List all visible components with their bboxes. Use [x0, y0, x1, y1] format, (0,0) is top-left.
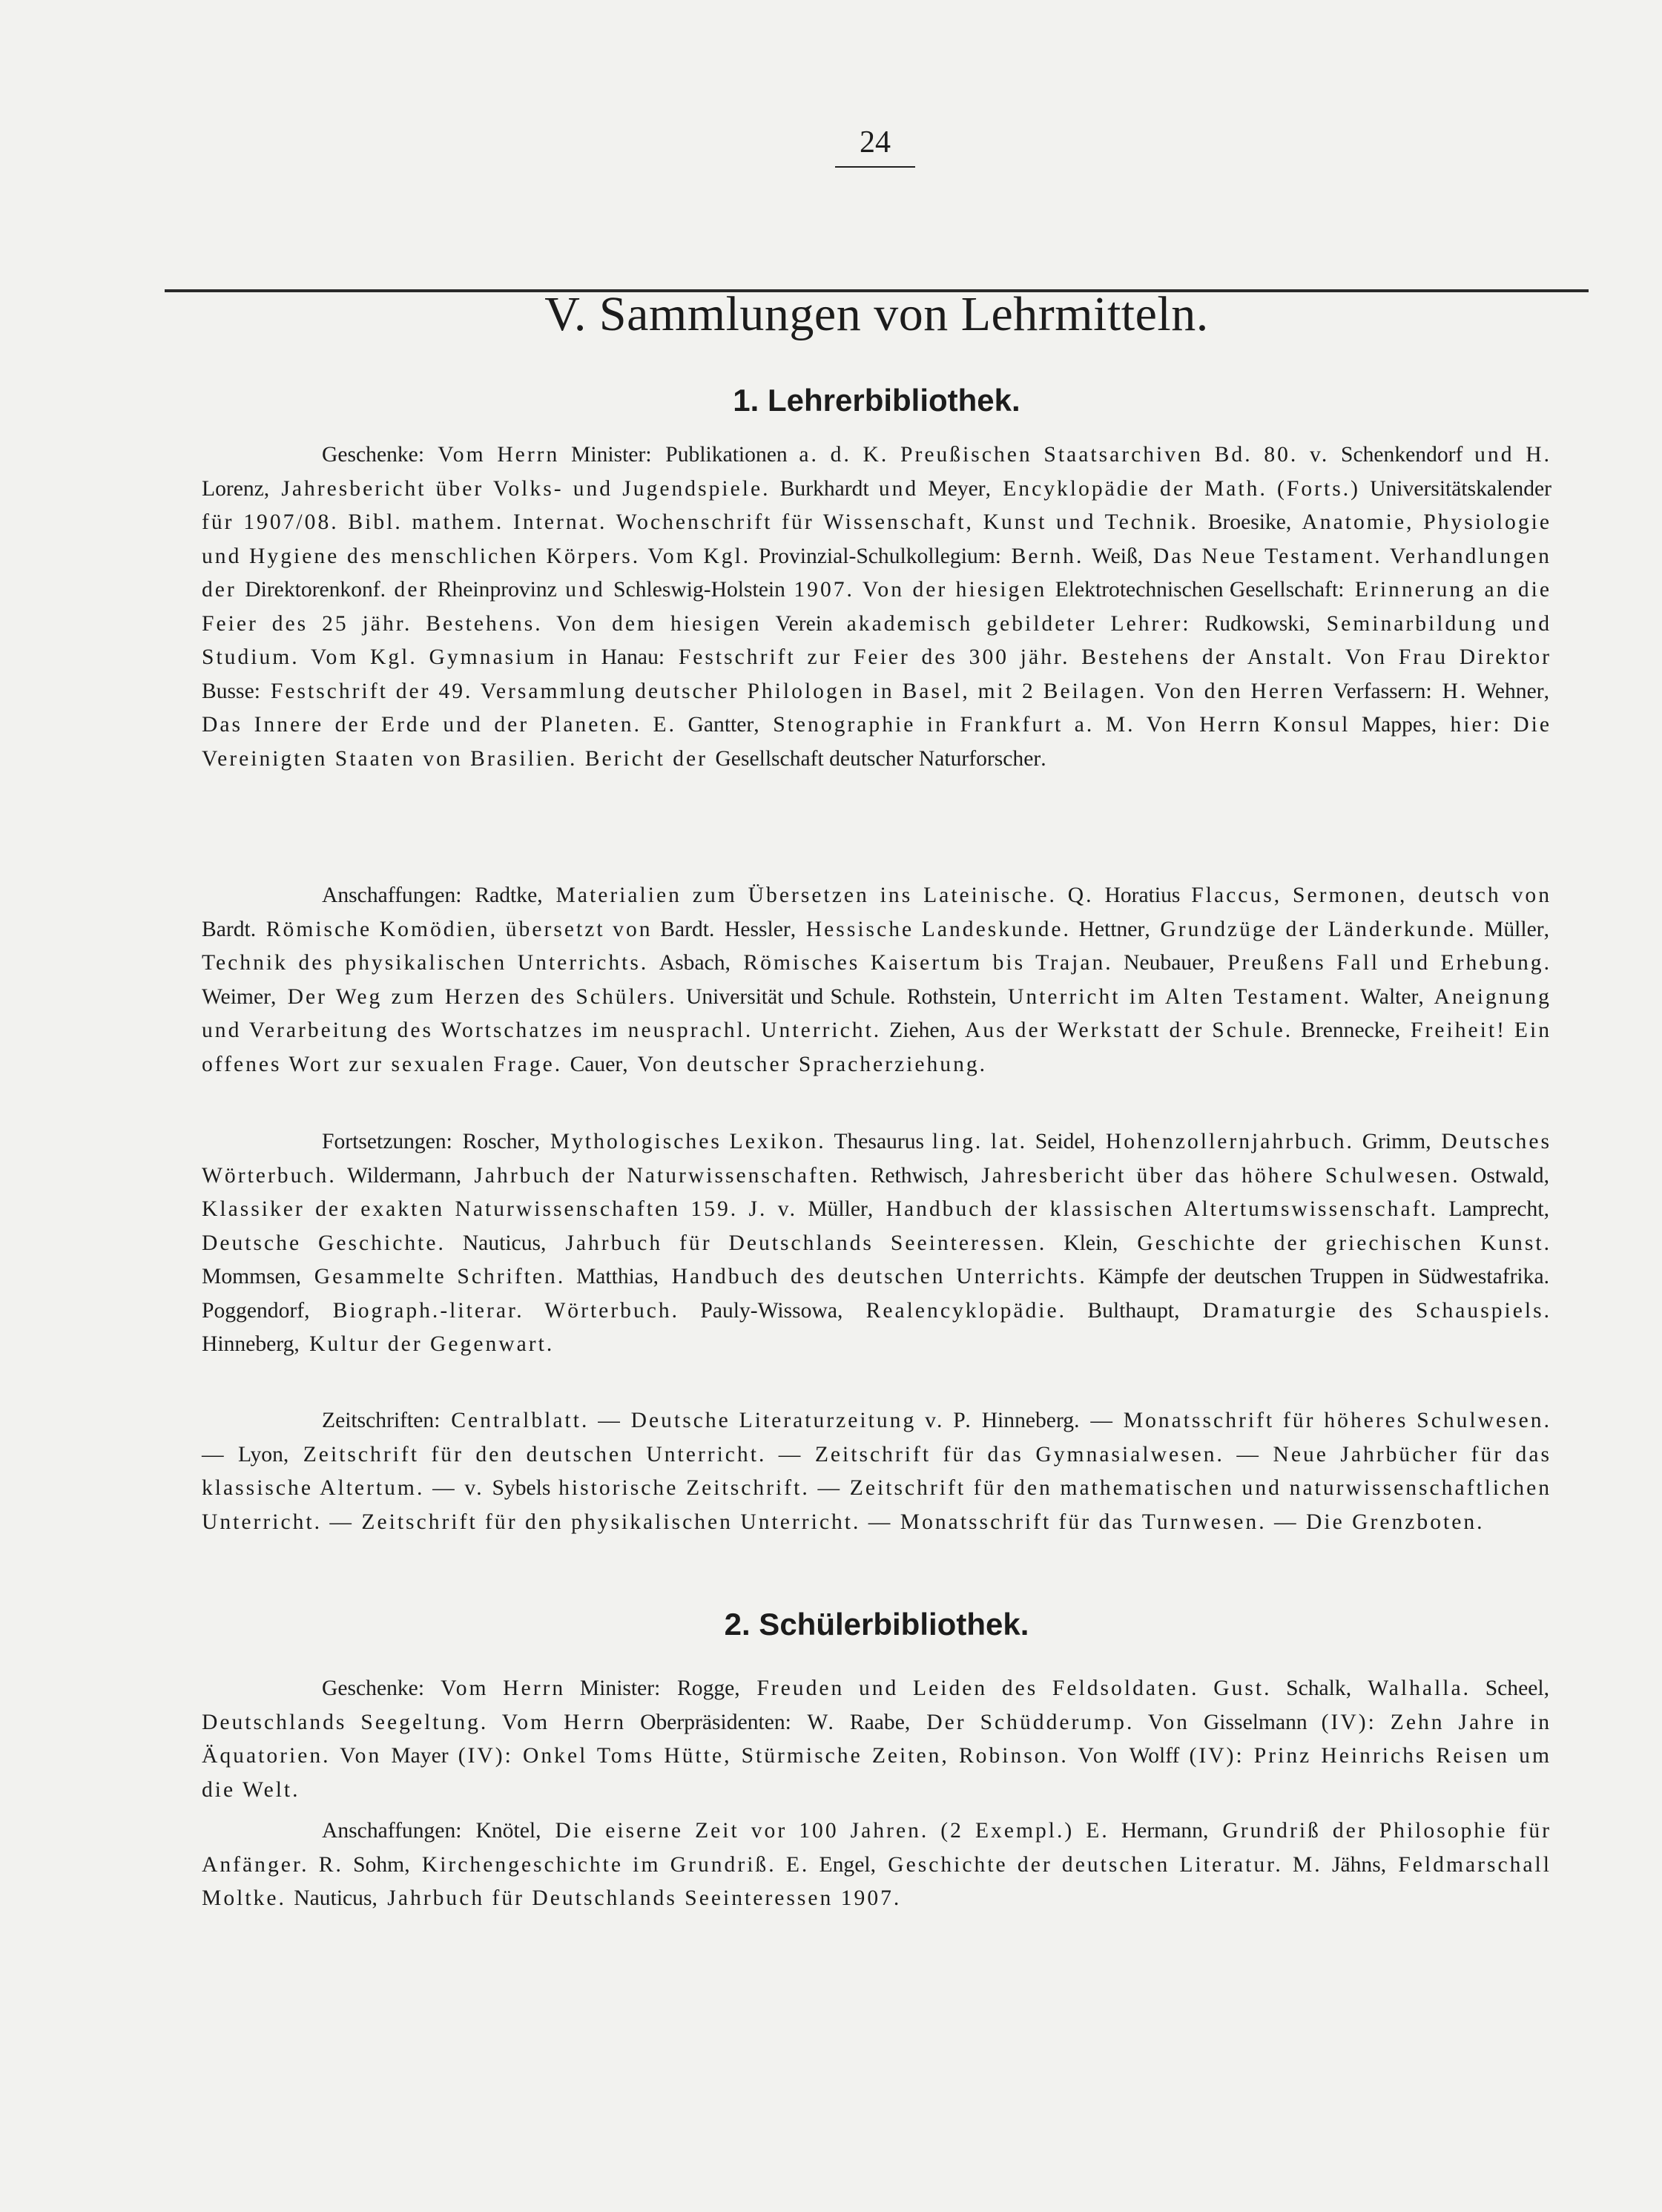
emphasized-name: , Zeitschrift für den deutschen Unterricht. — Zeitschrift für das Gymnasialwesen. — Neue Jahrbücher für das klassische Altertum. — v. — [202, 1442, 1551, 1500]
text-run: Schleswig-Holstein — [613, 578, 785, 602]
text-run: Schenkendorf — [1341, 443, 1463, 467]
emphasized-name: . Römische Komödien, übersetzt von — [250, 917, 661, 941]
text-run: Provinzial-Schulkollegium — [758, 544, 995, 568]
text-run: Seidel — [1035, 1130, 1090, 1153]
emphasized-name: , Die eiserne Zeit vor 100 Jahren. (2 Exempl.) E. — [535, 1819, 1121, 1843]
emphasized-name: , Grundriß der Philosophie für Anfänger. R. — [202, 1819, 1551, 1877]
emphasized-name: : Centralblatt. — Deutsche Literaturzeitung v. P. — [434, 1409, 982, 1432]
emphasized-name: 1907. Von der hiesigen — [785, 578, 1055, 602]
text-run: Lyon — [238, 1442, 283, 1467]
emphasized-name: , Das Innere der Erde und der Planeten. E. — [202, 679, 1551, 737]
emphasized-name: , Seminarbildung und Studium. Vom Kgl. Gymnasium in — [202, 611, 1551, 669]
text-run: Radtke — [475, 883, 538, 907]
text-run: Bardt — [202, 917, 251, 941]
text-run: Nauticus — [294, 1886, 372, 1910]
text-run: Wolff — [1129, 1744, 1180, 1768]
text-run: Gisselmann — [1203, 1710, 1307, 1734]
emphasized-name: , Freiheit! Ein offenes Wort zur sexualen Frage. — [202, 1018, 1551, 1076]
emphasized-name: : Vom Herrn — [418, 1676, 580, 1700]
emphasized-name: (IV): Prinz Heinrichs Reisen um die Welt. — [202, 1744, 1551, 1802]
text-run: Weiß — [1092, 544, 1138, 568]
emphasized-name: : Festschrift der 49. Versammlung deutscher Philologen in Basel, mit 2 Beilagen. Von den Herren — [254, 679, 1333, 703]
text-run: Rethwisch — [870, 1163, 963, 1188]
page-number-underline — [835, 166, 915, 168]
emphasized-name: , Der Weg zum Herzen des Schülers. — [270, 984, 687, 1009]
emphasized-name: , Kultur der Gegenwart. — [294, 1332, 555, 1356]
emphasized-name: ling. lat. — [924, 1130, 1035, 1153]
text-run: Hermann — [1121, 1819, 1203, 1843]
paragraph-anschaffungen-schueler — [202, 1814, 1551, 1916]
emphasized-name: . — [1543, 1265, 1551, 1288]
text-run: Minister — [571, 443, 646, 467]
paragraph-fortsetzungen — [202, 1125, 1551, 1362]
emphasized-name: , Hessische Landeskunde. — [790, 917, 1079, 941]
text-run: Fortsetzungen — [322, 1130, 446, 1153]
text-run: Minister — [579, 1676, 655, 1700]
emphasized-name: , Der Schüdderump. Von — [904, 1710, 1204, 1734]
emphasized-name: , Grundzüge der Länderkunde. — [1144, 917, 1485, 941]
emphasized-name: : Vom Herrn — [418, 443, 572, 467]
emphasized-name: und H. — [1463, 443, 1551, 467]
section-heading-lehrerbibliothek: 1. Lehrerbibliothek. — [733, 383, 1020, 418]
text-run: Bulthaupt — [1087, 1298, 1175, 1323]
text-run: Elektrotechnischen Gesellschaft — [1055, 578, 1339, 602]
emphasized-name: , Handbuch der klassischen Altertumswissenschaft. — [867, 1197, 1449, 1221]
paragraph-anschaffungen-lehrer — [202, 879, 1551, 1082]
chapter-title: V. Sammlungen von Lehrmitteln. — [544, 287, 1209, 341]
text-run: Sohm — [353, 1852, 405, 1877]
emphasized-name: (IV): Zehn Jahre in Äquatorien. Von — [202, 1710, 1551, 1768]
text-run: Schalk — [1286, 1676, 1346, 1700]
text-run: Jähns — [1331, 1852, 1381, 1877]
text-run: Busse — [202, 679, 254, 703]
emphasized-name: und — [556, 578, 614, 602]
text-run: Raabe — [849, 1710, 905, 1734]
text-run: Rogge — [677, 1676, 735, 1700]
text-run: Walter — [1360, 984, 1419, 1009]
text-run: Broesike — [1207, 510, 1286, 534]
emphasized-name: , Jahresbericht über das höhere Schulwesen. — [963, 1163, 1471, 1188]
emphasized-name: , Geschichte der griechischen Kunst. — [1112, 1231, 1551, 1255]
text-run: Mommsen — [202, 1265, 296, 1288]
text-run: Wildermann — [346, 1163, 456, 1188]
text-run: Lamprecht — [1448, 1197, 1544, 1221]
text-run: Anschaffungen — [322, 1819, 456, 1843]
emphasized-name: akademisch gebildeter Lehrer: — [832, 611, 1205, 636]
emphasized-name: : — [654, 1676, 678, 1700]
emphasized-name: für 1907/08. Bibl. mathem. Internat. Wochenschrift für Wissenschaft, Kunst und Technik. — [202, 510, 1208, 534]
emphasized-name: historische Zeitschrift. — Zeitschrift für den mathematischen und naturwissenschaftlichen Unterricht. — Zeitschrift für den physikalischen Unterricht. — Monatsschrift für das Turnwesen. — Die Grenzboten. — [202, 1476, 1551, 1534]
text-run: Roscher — [462, 1130, 535, 1153]
emphasized-name: , Realencyklopädie. — [837, 1298, 1088, 1323]
emphasized-name: : W. — [785, 1710, 850, 1734]
emphasized-name: , Jahrbuch für Deutschlands Seeinteressen. — [541, 1231, 1064, 1255]
text-run: Universitätskalender — [1370, 476, 1552, 501]
text-run: Oberpräsidenten — [640, 1710, 785, 1734]
text-run: Müller — [808, 1197, 868, 1221]
text-run: Engel — [819, 1852, 871, 1877]
emphasized-name: , Jahrbuch für Deutschlands Seeinteressen 1907. — [372, 1886, 902, 1910]
text-run: Weimer — [202, 984, 271, 1009]
emphasized-name: : — [645, 443, 666, 467]
section-heading-schuelerbibliothek: 2. Schülerbibliothek. — [724, 1607, 1029, 1642]
emphasized-name: , Unterricht im Alten Testament. — [991, 984, 1361, 1009]
paragraph-geschenke-lehrer — [202, 438, 1551, 776]
text-run: Hessler — [725, 917, 791, 941]
text-run: Kämpfe der deutschen Truppen in Südwestafrika — [1098, 1265, 1544, 1288]
text-run: Rheinprovinz — [437, 578, 557, 602]
emphasized-name: , Deutsches Wörterbuch. — [202, 1130, 1551, 1188]
emphasized-name: , Deutsche Geschichte. — [202, 1197, 1551, 1255]
emphasized-name: , Aus der Werkstatt der Schule. — [950, 1018, 1302, 1042]
emphasized-name: a. d. K. Preußischen Staatsarchiven Bd. 80. v. — [787, 443, 1342, 467]
emphasized-name: , Walhalla. — [1345, 1676, 1485, 1700]
paragraph-zeitschriften — [202, 1404, 1551, 1539]
text-run: Geschenke — [322, 1676, 418, 1700]
emphasized-name: , Anatomie, Physiologie und Hygiene des menschlichen Körpers. Vom Kgl. — [202, 510, 1552, 568]
text-run: Horatius — [1104, 883, 1181, 907]
text-run: Klein — [1064, 1231, 1112, 1255]
emphasized-name: (IV): Onkel Toms Hütte, Stürmische Zeiten, Robinson. Von — [448, 1744, 1130, 1768]
emphasized-name: , Freuden und Leiden des Feldsoldaten. Gust. — [734, 1676, 1287, 1700]
text-run: Mappes — [1361, 713, 1431, 737]
text-run: Cauer — [570, 1052, 623, 1076]
text-run: Hettner — [1078, 917, 1145, 941]
text-run: Meyer — [928, 476, 986, 501]
emphasized-name: , Jahresbericht über Volks- und Jugendspiele. — [263, 476, 780, 501]
text-run: Verein — [775, 611, 833, 636]
emphasized-name: der — [386, 578, 438, 602]
text-run: Anschaffungen — [322, 883, 456, 907]
text-run: Direktorenkonf. — [245, 578, 386, 602]
emphasized-name: , Kirchengeschichte im Grundriß. E. — [404, 1852, 820, 1877]
emphasized-name: , Klassiker der exakten Naturwissenschaften 159. J. v. — [202, 1163, 1551, 1221]
emphasized-name: , Feldmarschall Moltke. — [202, 1852, 1551, 1910]
text-run: Gesellschaft deutscher Naturforscher — [715, 746, 1041, 771]
emphasized-name: : H. — [1425, 679, 1477, 703]
text-run: Nauticus — [462, 1231, 541, 1255]
emphasized-name: , Handbuch des deutschen Unterrichts. — [653, 1265, 1098, 1288]
emphasized-name: Flaccus, Sermonen, deutsch von — [1180, 883, 1551, 907]
emphasized-name: , Preußens Fall und Erhebung. — [1209, 951, 1551, 975]
text-run: Verfassern — [1333, 679, 1426, 703]
text-run: Hanau — [601, 645, 659, 669]
emphasized-name: : Festschrift zur Feier des 300 jähr. Bestehens der Anstalt. Von Frau Direktor — [658, 645, 1551, 669]
emphasized-name: : Erinnerung an die Feier des 25 jähr. Bestehens. Von dem hiesigen — [202, 578, 1551, 636]
emphasized-name: . — [708, 917, 725, 941]
text-run: Poggendorf — [202, 1298, 305, 1323]
text-run: Bardt — [660, 917, 709, 941]
text-run: Burkhardt — [779, 476, 869, 501]
emphasized-name: , Dramaturgie des Schauspiels. — [1174, 1298, 1551, 1323]
emphasized-name: , Biograph.-literar. Wörterbuch. — [304, 1298, 701, 1323]
text-run: Sybels — [492, 1476, 551, 1500]
emphasized-name: , Römisches Kaisertum bis Trajan. — [725, 951, 1124, 975]
emphasized-name: , Mythologisches Lexikon. — [534, 1130, 834, 1153]
emphasized-name: , Encyklopädie der Math. (Forts.) — [985, 476, 1371, 501]
emphasized-name: , Von deutscher Spracherziehung. — [622, 1052, 988, 1076]
text-run: Asbach — [659, 951, 725, 975]
emphasized-name: , Geschichte der deutschen Literatur. M. — [870, 1852, 1332, 1877]
text-run: Hinneberg — [981, 1409, 1075, 1432]
text-run: Rudkowski — [1204, 611, 1305, 636]
text-run: Pauly-Wissowa — [700, 1298, 837, 1323]
emphasized-name: : — [446, 1130, 463, 1153]
emphasized-name: , Technik des physikalischen Unterrichts. — [202, 917, 1552, 975]
page-number: 24 — [860, 125, 891, 159]
emphasized-name: , Gesammelte Schriften. — [295, 1265, 576, 1288]
text-run: Ostwald — [1470, 1163, 1544, 1188]
emphasized-name: , Hohenzollernjahrbuch. — [1089, 1130, 1362, 1153]
text-run: Rothstein — [906, 984, 992, 1009]
emphasized-name: , Das Neue Testament. Verhandlungen der — [202, 544, 1551, 602]
emphasized-name: : — [455, 883, 475, 907]
emphasized-name: , Jahrbuch der Naturwissenschaften. — [455, 1163, 871, 1188]
text-run: Zeitschriften — [322, 1409, 435, 1432]
text-run: Brennecke — [1301, 1018, 1395, 1042]
emphasized-name: , Stenographie in Frankfurt a. M. Von Herrn Konsul — [753, 713, 1362, 737]
emphasized-name: . — [1041, 746, 1049, 771]
text-run: Universität und Schule — [686, 984, 891, 1009]
emphasized-name: : — [455, 1819, 476, 1843]
text-run: Matthias — [576, 1265, 653, 1288]
emphasized-name: und — [868, 476, 929, 501]
emphasized-name: . — Monatsschrift für höheres Schulwesen. — — [202, 1409, 1552, 1467]
emphasized-name: . — [890, 984, 907, 1009]
text-run: Geschenke — [322, 443, 418, 467]
text-run: Scheel — [1485, 1676, 1544, 1700]
text-run: Ziehen — [889, 1018, 951, 1042]
text-run: Grimm — [1362, 1130, 1426, 1153]
text-run: Hinneberg — [202, 1332, 294, 1356]
emphasized-name: , Materialien zum Übersetzen ins Lateinische. Q. — [537, 883, 1105, 907]
text-run: Gantter — [687, 713, 754, 737]
text-run: Knötel — [475, 1819, 536, 1843]
text-run: Thesaurus — [834, 1130, 925, 1153]
text-run: Lorenz — [202, 476, 264, 501]
emphasized-name: , Aneignung und Verarbeitung des Wortschatzes im neusprachl. Unterricht. — [202, 984, 1551, 1042]
emphasized-name: : Bernh. — [995, 544, 1092, 568]
text-run: Mayer — [391, 1744, 449, 1768]
paragraph-geschenke-schueler — [202, 1672, 1551, 1807]
text-run: Publikationen — [665, 443, 788, 467]
text-run: Wehner — [1476, 679, 1544, 703]
text-run: Müller — [1484, 917, 1544, 941]
text-run: Neubauer — [1124, 951, 1210, 975]
emphasized-name: , Deutschlands Seegeltung. Vom Herrn — [202, 1676, 1551, 1734]
emphasized-name: , hier: Die Vereinigten Staaten von Brasilien. Bericht der — [202, 713, 1552, 771]
